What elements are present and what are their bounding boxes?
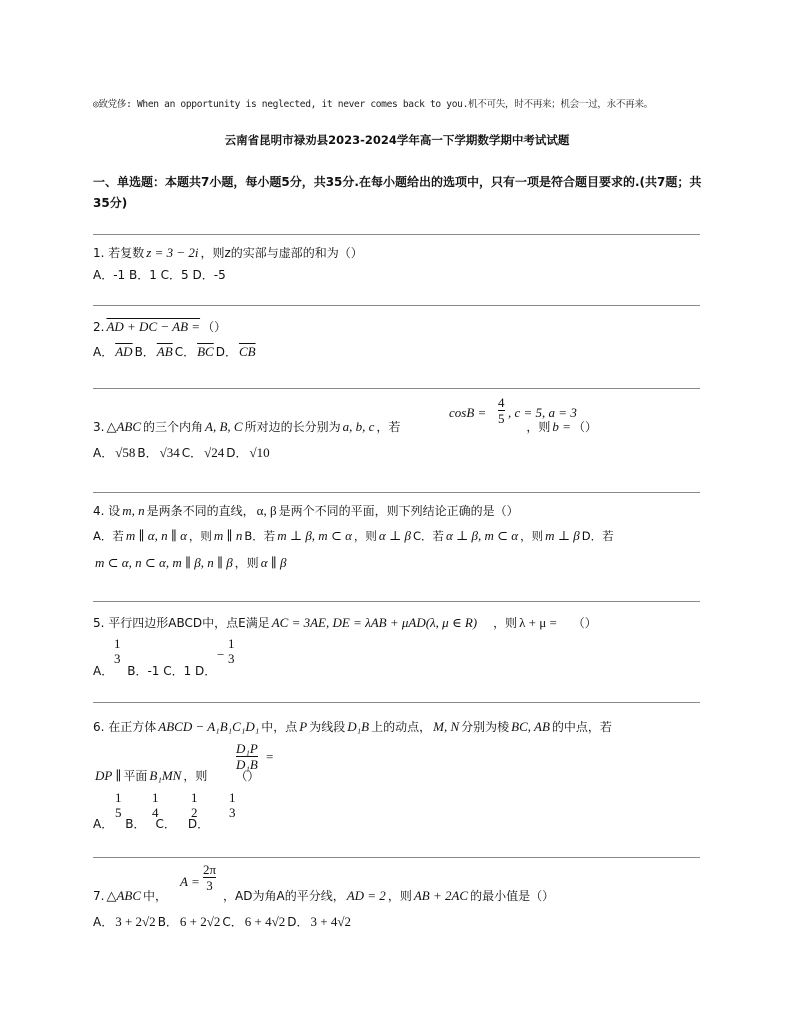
divider-rule [93, 234, 700, 235]
q1-stem [93, 244, 363, 261]
q2-opt-c: C． [174, 345, 196, 359]
q5-text: 5. 平行四边形ABCD中，点E满足 [93, 616, 270, 630]
q7-stem [93, 887, 554, 904]
q5-frac-den: 3 [228, 651, 235, 666]
q7-text: ，则 [387, 889, 412, 903]
q4-planes: α, β [256, 502, 277, 518]
q4-math: α ∥ β [260, 554, 287, 570]
q6-edges: BC, AB [511, 718, 550, 734]
q7-text: 的最小值是（） [470, 889, 555, 903]
exam-title: 云南省昆明市禄劝县2023-2024学年高一下学期数学期中考试试题 [224, 133, 570, 147]
q4-math: m ⊥ β, m ⊂ α [277, 528, 352, 543]
q7-opt-a: A． [93, 915, 114, 929]
q3-ask: b = [552, 418, 571, 434]
q6-cube: ABCD − A₁B₁C₁D₁ [158, 718, 260, 734]
q7-fraction [203, 862, 216, 893]
q3-text-5: ，则 [526, 420, 551, 434]
q4-opt-a: A．若 [93, 529, 124, 543]
q1-options: A．-1 B．1 C．5 D．-5 [93, 268, 226, 282]
q4-lines: m, n [122, 502, 145, 518]
q2-options [93, 343, 258, 360]
q5-frac-num: 1 [114, 636, 121, 651]
q3-text-6: （） [572, 420, 597, 434]
q3-frac-den: 5 [498, 411, 505, 426]
q5-opt-a: A． [93, 664, 114, 678]
q6-opt-a: A． [93, 817, 114, 831]
q6-options [93, 815, 209, 832]
q6-stem-line-2 [93, 767, 259, 784]
q6-text: 平面 [123, 769, 148, 783]
q3-text-3: 所对边的长分别为 [244, 420, 341, 434]
q3-val-a: √58 [115, 444, 136, 460]
q6-text: （） [235, 769, 260, 783]
q2-math-expr: AD + DC − AB = [106, 318, 201, 334]
q4-text: ，则 [520, 529, 544, 543]
q4-math: α ⊥ β [378, 528, 411, 543]
q2-opt-d: D． [215, 345, 237, 359]
q4-options-line-1 [93, 528, 614, 544]
q2-vec-d: $\overline{CB}$ [238, 343, 256, 359]
q6-ratio-den: D₁B [236, 757, 258, 772]
q2-text-2: （） [202, 320, 227, 334]
q5-frac-d [228, 636, 235, 666]
q6-text: 6. 在正方体 [93, 720, 157, 734]
q6-text: 的中点，若 [551, 720, 612, 734]
q7-ad: AD = 2 [346, 887, 386, 903]
q4-math: m ∥ n [213, 528, 243, 543]
q5-frac-d-sign: − [217, 647, 225, 662]
q4-opt-c: C．若 [412, 529, 444, 543]
q5-opt-b: B．-1 C．1 D． [127, 664, 217, 678]
q7-text: 中， [143, 889, 168, 903]
q4-opt-b: B．若 [244, 529, 276, 543]
divider-rule [93, 305, 700, 306]
q7-opt-b: B． [157, 915, 178, 929]
q6-text: 为线段 [309, 720, 346, 734]
q4-text: ，则 [234, 556, 259, 570]
q4-text: 4. 设 [93, 504, 121, 518]
q4-text-2: 是两条不同的直线， [146, 504, 255, 518]
q3-val-b: √34 [159, 444, 180, 460]
divider-rule [93, 601, 700, 602]
q6-frac-den: 2 [191, 805, 198, 820]
q7-frac-num: 2π [203, 862, 217, 877]
q3-text-4: ，若 [376, 420, 401, 434]
q6-text: 上的动点， [371, 720, 432, 734]
q3-cond-rest: , c = 5, a = 3 [508, 405, 577, 420]
q7-a-left: A = [180, 874, 200, 889]
q3-opt-a: A． [93, 446, 114, 460]
motto-header: ◎致党侈: When an opportunity is neglected, it never comes back to you.机不可失，时不再来；机会一过，永不再来。 [93, 99, 653, 110]
q5-condition: AC = 3AE, DE = λAB + μAD(λ, μ ∈ R) [271, 614, 478, 630]
q7-opt-c: C． [222, 915, 243, 929]
q7-options [93, 913, 353, 930]
q6-ratio-eq: = [266, 749, 274, 764]
q2-opt-b: B． [134, 345, 155, 359]
q3-sides: a, b, c [342, 418, 375, 434]
q6-segment: D₁B [347, 718, 370, 734]
q5-options [93, 662, 216, 679]
q6-ratio-num: D₁P [236, 741, 258, 756]
q6-frac-den: 4 [152, 805, 159, 820]
q4-options-line-2 [93, 554, 289, 571]
q5-stem [93, 614, 597, 631]
q6-frac-num: 1 [115, 790, 122, 805]
q3-val-c: √24 [204, 444, 225, 460]
q1-text-2: ，则z的实部与虚部的和为（） [200, 246, 363, 260]
q6-mn: M, N [433, 718, 460, 734]
q2-text: 2. [93, 319, 105, 334]
divider-rule [93, 857, 700, 858]
q2-vec-c: $\overline{BC}$ [197, 343, 214, 359]
q2-vec-a: $\overline{AD}$ [115, 343, 133, 359]
q3-opt-b: B． [137, 446, 158, 460]
q3-opt-c: C． [181, 446, 203, 460]
divider-rule [93, 388, 700, 389]
q3-fraction [498, 395, 505, 426]
q3-text: 3. [93, 419, 105, 434]
q6-math: DP ∥ [95, 767, 122, 783]
section-heading: 一、单选题：本题共7小题，每小题5分，共35分.在每小题给出的选项中，只有一项是符合题目要求的.(共7题；共35分) [93, 175, 702, 210]
q6-frac-den: 3 [229, 805, 236, 820]
q6-opt-b: B． [125, 817, 146, 831]
q6-opt-d: D． [187, 817, 210, 831]
q6-point: P [299, 718, 308, 734]
q6-frac-den: 5 [115, 805, 122, 820]
q5-text-3: （） [572, 616, 597, 630]
q2-opt-a: A． [93, 345, 114, 359]
q6-frac-num: 1 [229, 790, 236, 805]
q2-vec-b: $\overline{AB}$ [156, 343, 173, 359]
q6-text: ，则 [183, 769, 208, 783]
q6-text: 中，点 [261, 720, 298, 734]
q1-math-z: z = 3 − 2i [146, 244, 199, 260]
q4-stem [93, 502, 519, 519]
divider-rule [93, 702, 700, 703]
q4-text: ，则 [188, 529, 212, 543]
q7-val-a: 3 + 2√2 [115, 913, 156, 929]
q5-ask: λ + μ = [519, 614, 557, 630]
q4-text: ，则 [353, 529, 377, 543]
q6-stem [93, 718, 612, 735]
q3-angles: A, B, C [205, 418, 243, 434]
q6-frac-d [229, 790, 236, 820]
q7-text: 7. [93, 888, 105, 903]
q7-val-c: 6 + 4√2 [244, 913, 286, 929]
q6-opt-c: C． [155, 817, 176, 831]
q4-text-3: 是两个不同的平面，则下列结论正确的是（） [278, 504, 519, 518]
q4-math: m ∥ α, n ∥ α [125, 528, 187, 543]
q4-math: m ⊥ β [545, 528, 580, 543]
q7-frac-den: 3 [206, 878, 213, 893]
q5-frac-num: 1 [228, 636, 235, 651]
q3-text-2: 的三个内角 [143, 420, 204, 434]
q7-triangle: △ABC [106, 887, 142, 903]
q3-cos-left: cosB = [449, 405, 487, 420]
q6-frac-num: 1 [191, 790, 198, 805]
q2-stem [93, 318, 226, 335]
q7-opt-d: D． [287, 915, 309, 929]
q6-text: 分别为棱 [461, 720, 510, 734]
q6-frac-num: 1 [152, 790, 159, 805]
q1-text: 1. 若复数 [93, 246, 145, 260]
q3-val-d: √10 [249, 444, 270, 460]
q7-val-b: 6 + 2√2 [179, 913, 221, 929]
q5-text-2: ，则 [493, 616, 518, 630]
divider-rule [93, 492, 700, 493]
q3-frac-num: 4 [498, 395, 505, 410]
q4-opt-d: D．若 [581, 529, 614, 543]
q3-triangle: △ABC [106, 418, 142, 434]
q7-text: ，AD为角A的平分线， [223, 889, 345, 903]
q7-expr: AB + 2AC [413, 887, 469, 903]
q4-math: m ⊂ α, n ⊂ α, m ∥ β, n ∥ β [95, 554, 233, 570]
q3-opt-d: D． [226, 446, 248, 460]
q6-math: B₁MN [149, 767, 182, 783]
q4-math: α ⊥ β, m ⊂ α [445, 528, 519, 543]
q7-val-d: 3 + 4√2 [310, 913, 351, 929]
q3-options [93, 444, 272, 461]
q5-frac-den: 3 [114, 651, 121, 666]
